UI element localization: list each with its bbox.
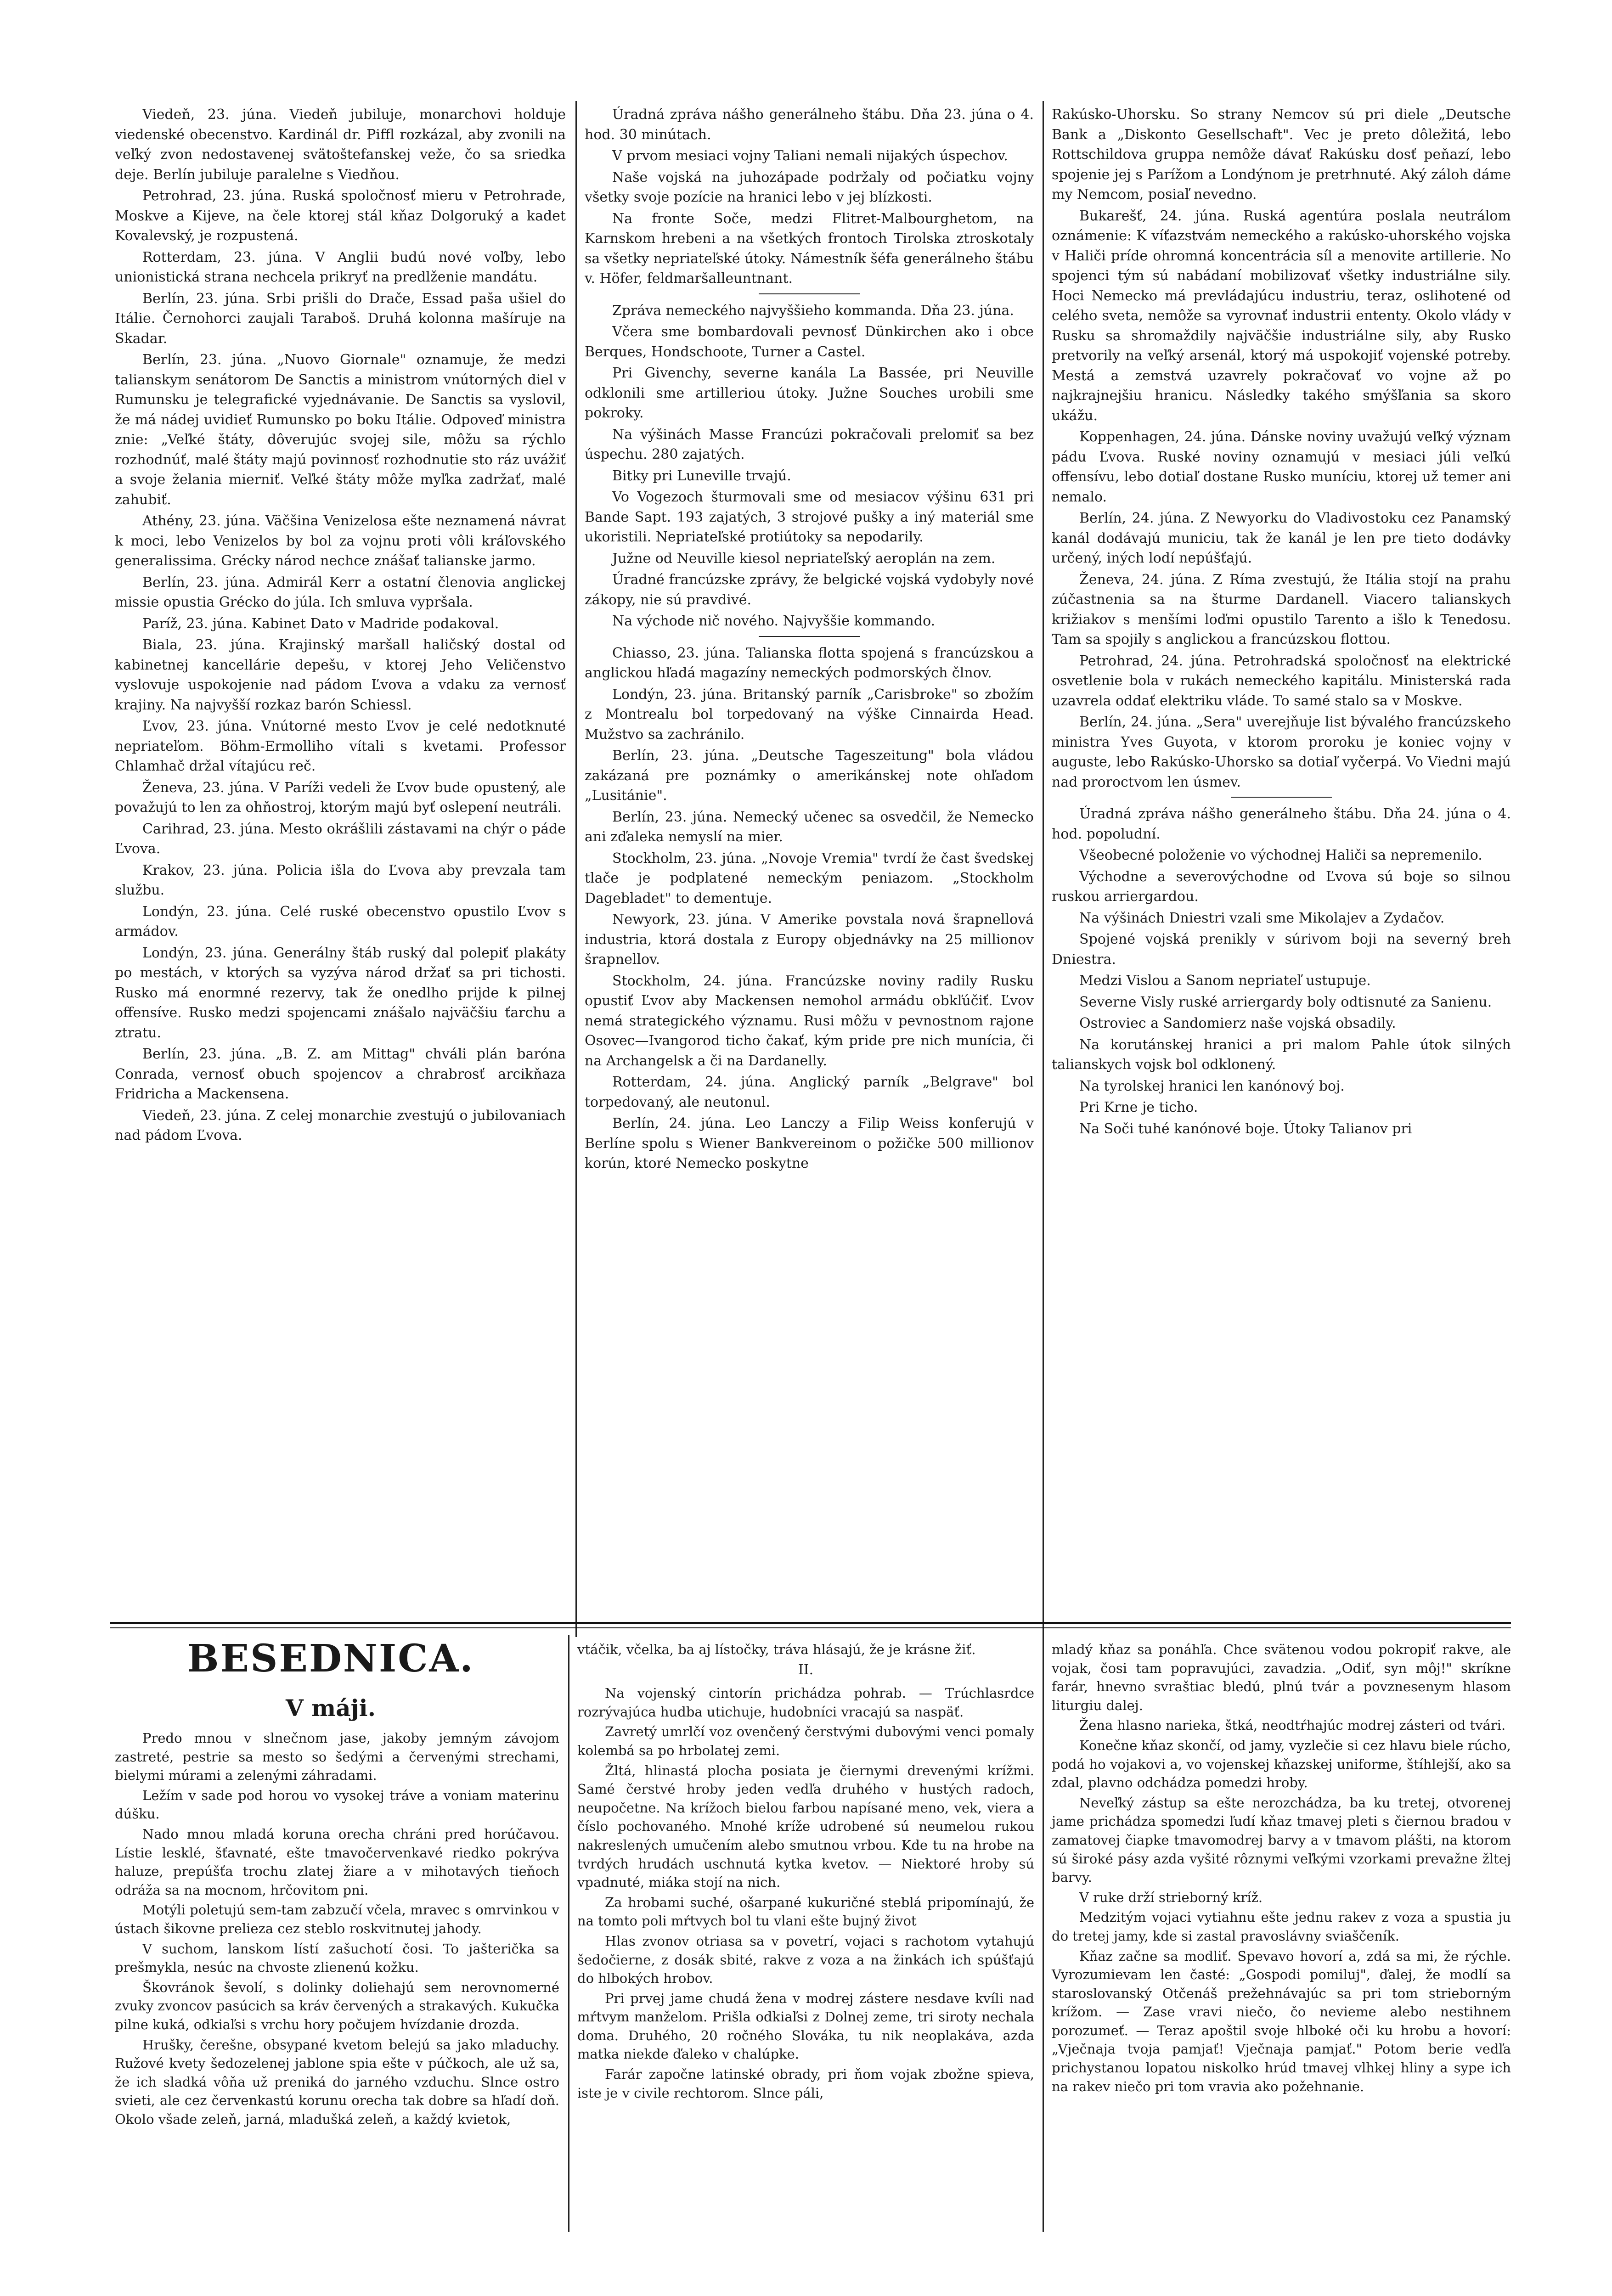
news-paragraph: Spojené vojská prenikly v súrivom boji na severný breh Dniestra.: [1052, 931, 1511, 968]
news-column-2: [585, 105, 1034, 1175]
news-paragraph: Na korutánskej hranici a pri malom Pahle útok silných talianskych vojsk bol odklonený.: [1052, 1036, 1511, 1073]
besednica-rule-1: [568, 1635, 569, 2232]
news-paragraph: Berlín, 23. júna. „Nuovo Giornale" oznamuje, že medzi talianskym senátorom De Sanctis a ministrom vnútorných diel v Rumunsku je telegrafické vyjednávanie. De Sanctis sa vyslovil, že má nádej uvidieť Rumunsko po boku Itálie. Odpoveď ministra znie: „Veľké štáty, dôverujúc svojej sile, môžu sa rýchlo rozhodnúť, malé štáty majú povinnosť rozhodnutie sto ráz uvážiť a svoje želania mierniť. Veľké štáty môže myľka zadržať, malé zahubiť.: [115, 352, 566, 508]
story-paragraph: Za hrobami suché, ošarpané kukuričné steblá pripomínajú, že na tomto poli mŕtvych bol tu vlani ešte bujný život: [577, 1894, 1034, 1929]
news-paragraph: Na výšinách Dniestri vzali sme Mikolajev a Zydačov.: [1079, 910, 1445, 926]
news-paragraph: Ženeva, 23. júna. V Paríži vedeli že Ľvov bude opustený, ale považujú to len za ohňostroj, ktorým majú byť oslepení neutráli.: [115, 779, 566, 816]
story-section-number: II.: [798, 1661, 814, 1678]
news-paragraph: Na výšinách Masse Francúzi pokračovali prelomiť sa bez úspechu. 280 zajatých.: [585, 426, 1034, 462]
story-column-2: [577, 1640, 1034, 2104]
story-paragraph: Kňaz začne sa modliť. Spevavo hovorí a, zdá sa mi, že rýchle. Vyrozumievam len časté: „Gospodi pomiluj", ďalej, že modlí sa staroslovanský Otčenáš prežehnávajúc sa pri tom strieborným krížom. — Zase vravi niečo, čo nevieme alebo nestihnem porozumeť. — Teraz apoštil svoje hlboké oči ku hrobu a hovorí: „Vječnaja tvoja pamjať! Vječnaja pamjať." Potom berie vedľa prichystanou lopatou niskolko hrúd tmavej vlhkej hliny a sype ich na rakev niečo pri tom vravia ako požehnanie.: [1052, 1948, 1511, 2094]
section-separator: [759, 293, 860, 294]
news-paragraph: Rakúsko-Uhorsku. So strany Nemcov sú pri diele „Deutsche Bank a „Diskonto Gesellschaft". Vec je preto dôležitá, lebo Rottschildova gruppa nemôže dávať Rakúsku dosť peňazí, lebo spojenie jej s Parížom a Londýnom je pretrhnuté. Aký záloh dáme my Nemcom, posiaľ nevedno.: [1052, 107, 1511, 203]
news-paragraph: Ženeva, 24. júna. Z Ríma zvestujú, že Itália stojí na prahu zúčastnenia sa na šturme Dardanell. Viacero talianskych križiakov s menšími loďmi opustilo Tarento a išlo k Tenedosu. Tam sa spojily s anglickou a francúzskou flottou.: [1052, 571, 1511, 647]
news-paragraph: Londýn, 23. júna. Generálny štáb ruský dal polepiť plakáty po mestách, v ktorých sa vyzýva národ držať sa pri tichosti. Rusko má enormné rezervy, tak že onedlho prijde k pilnej offensíve. Rusko medzi spojencami znášalo najväčšiu ťarchu a ztratu.: [115, 945, 566, 1041]
news-paragraph: Chiasso, 23. júna. Talianska flotta spojená s francúzskou a anglickou hľadá magazíny nemeckých podmorských člnov.: [585, 645, 1034, 681]
story-paragraph: Ležím v sade pod horou vo vysokej tráve a voniam materinu dúšku.: [115, 1787, 559, 1822]
news-paragraph: Londýn, 23. júna. Britanský parník „Carisbroke" so zbožím z Montrealu bol torpedovaný na výške Cinnairda Head. Mužstvo sa zachránilo.: [585, 686, 1034, 743]
news-paragraph: Na Soči tuhé kanónové boje. Útoky Talianov pri: [1079, 1120, 1412, 1137]
news-paragraph: Viedeň, 23. júna. Viedeň jubiluje, monarchovi holduje viedenské obecenstvo. Kardinál dr. Piffl rozkázal, aby zvonili na veľký zvon nedostavenej svätoštefanskej veže, čo sa sriedka deje. Berlín jubiluje paralelne s Viedňou.: [115, 107, 566, 183]
news-paragraph: Bitky pri Luneville trvajú.: [612, 467, 791, 484]
news-paragraph: Na fronte Soče, medzi Flitret-Malbourghetom, na Karnskom hrebeni a na všetkých frontoch Tirolska ztroskotaly sa všetky nepriateľské útoky. Námestník šéfa generálneho štábu v. Höfer, feldmaršalleuntnant.: [585, 210, 1034, 287]
news-paragraph: Berlín, 23. júna. Admirál Kerr a ostatní členovia anglickej missie opustia Grécko do júla. Ich smluva vypršala.: [115, 574, 566, 610]
news-paragraph: Carihrad, 23. júna. Mesto okrášlili zástavami na chýr o páde Ľvova.: [115, 821, 566, 857]
news-paragraph: Paríž, 23. júna. Kabinet Dato v Madride podakoval.: [142, 615, 499, 632]
news-paragraph: Stockholm, 23. júna. „Novoje Vremia" tvrdí že čast švedskej tlače je podplatené nemeckým peniazom. „Stockholm Dagebladet" to dementuje.: [585, 850, 1034, 906]
news-paragraph: Na východe nič nového. Najvyššie kommando.: [612, 613, 936, 629]
news-paragraph: Včera sme bombardovali pevnosť Dünkirchen ako i obce Berques, Hondschoote, Turner a Castel.: [585, 324, 1034, 360]
news-paragraph: Berlín, 24. júna. Z Newyorku do Vladivostoku cez Panamský kanál dodávajú municiu, tak že kanál je len pre tieto dodávky určený, iných lodí nepúšťajú.: [1052, 510, 1511, 566]
feuilleton-divider: [110, 1622, 1511, 1624]
news-paragraph: Pri Krne je ticho.: [1079, 1099, 1198, 1115]
story-paragraph: Neveľký zástup sa ešte nerozchádza, ba ku tretej, otvorenej jame prichádza spomedzi ľudí kňaz tmavej pleti s čiernou bradou v zamatovej čiapke tmavomodrej barvy a v tmavom plášti, na ktorom sú široké pásy azda vyšité rôznymi veľkými vzorkami prevažne žltej barvy.: [1052, 1795, 1511, 1885]
news-paragraph: Úradná zpráva nášho generálneho štábu. Dňa 24. júna o 4. hod. popoludní.: [1052, 806, 1511, 842]
news-paragraph: Úradné francúzske zprávy, že belgické vojská vydobyly nové zákopy, nie sú pravdivé.: [585, 572, 1034, 608]
story-paragraph: V suchom, lanskom lístí zašuchotí čosi. To jašterička sa prešmykla, nesúc na chvoste zlienenú kožku.: [115, 1941, 559, 1975]
news-paragraph: Východne a severovýchodne od Ľvova sú boje so silnou ruskou arriergardou.: [1052, 868, 1511, 905]
news-paragraph: Vo Vogezoch šturmovali sme od mesiacov výšinu 631 pri Bande Sapt. 193 zajatých, 3 strojové pušky a iný materiál sme ukoristili. Nepriateľské protiútoky sa nepodarily.: [585, 489, 1034, 545]
news-paragraph: Medzi Vislou a Sanom nepriateľ ustupuje.: [1079, 973, 1371, 989]
story-paragraph: Na vojenský cintorín prichádza pohrab. — Trúchlasrdce rozrývajúca hudba utichuje, hudobníci vracajú sa naspäť.: [577, 1685, 1034, 1720]
column-rule-1: [575, 101, 577, 1637]
news-paragraph: Zpráva nemeckého najvyššieho kommanda. Dňa 23. júna.: [612, 302, 1014, 319]
story-paragraph: vtáčik, včelka, ba aj lístočky, tráva hlásajú, že je krásne žiť.: [577, 1642, 976, 1657]
news-paragraph: Severne Visly ruské arriergardy boly odtisnuté za Sanienu.: [1079, 994, 1492, 1010]
story-column-3: [1052, 1640, 1511, 2097]
news-paragraph: Stockholm, 24. júna. Francúzske noviny radily Rusku opustiť Ľvov aby Mackensen nemohol armádu obkľúčiť. Ľvov nemá strategického významu. Rusi môžu v pevnostnom rajone Osovec—Ivangorod ticho čakať, kým pride pre nich munícia, či na Archangelsk a či na Dardanelly.: [585, 973, 1034, 1069]
news-paragraph: V prvom mesiaci vojny Taliani nemali nijakých úspechov.: [612, 148, 1008, 164]
news-paragraph: Berlín, 24. júna. Leo Lanczy a Filip Weiss konferujú v Berlíne spolu s Wiener Bankvereinom o požičke 500 millionov korún, ktoré Nemecko poskytne: [585, 1115, 1034, 1171]
news-paragraph: Ostroviec a Sandomierz naše vojská obsadily.: [1079, 1015, 1396, 1031]
news-paragraph: Všeobecné položenie vo východnej Haliči sa nepremenilo.: [1079, 847, 1482, 863]
story-paragraph: Motýli poletujú sem-tam zabzučí včela, mravec s omrvinkou v ústach šikovne prelieza cez steblo roskvitnutej jahody.: [115, 1902, 559, 1936]
story-paragraph: Škovránok ševolí, s dolinky doliehajú sem nerovnomerné zvuky zvoncov pasúcich sa kráv červených a strakavých. Kukučka pilne kuká, odkiaľsi s vrchu hory počujem hvízdanie drozda.: [115, 1979, 559, 2032]
news-paragraph: Ľvov, 23. júna. Vnútorné mesto Ľvov je celé nedotknuté nepriateľom. Böhm-Ermolliho vítali s kvetami. Professor Chlamhač držal vítajúcu reč.: [115, 718, 566, 774]
news-paragraph: Biala, 23. júna. Krajinský maršall haličský dostal od kabinetnej kancellárie depešu, v ktorej Jeho Veličenstvo vyslovuje uspokojenie nad pádom Ľvova a vdaku za vernosť krajiny. Na najvyšší rozkaz barón Schiessl.: [115, 637, 566, 713]
news-paragraph: Athény, 23. júna. Väčšina Venizelosa ešte neznamená návrat k moci, lebo Venizelos by bol za vojnu proti vôli kráľovského generalissima. Grécky národ nechce znášať talianske jarmo.: [115, 513, 566, 569]
news-paragraph: Krakov, 23. júna. Policia išla do Ľvova aby prevzala tam službu.: [115, 862, 566, 898]
news-paragraph: Petrohrad, 24. júna. Petrohradská spoločnosť na elektrické osvetlenie bola v rukách nemeckého kapitálu. Ministerská rada uzavrela oddať elektriku vláde. To samé stalo sa v Moskve.: [1052, 653, 1511, 709]
story-paragraph: Konečne kňaz skončí, od jamy, vyzlečie si cez hlavu biele rúcho, podá ho vojakovi a, vo vojenskej kňazskej uniforme, štíhlejší, ako sa zdal, plavno odchádza pomedzi hroby.: [1052, 1737, 1511, 1791]
story-paragraph: Predo mnou v slnečnom jase, jakoby jemným závojom zastreté, pestrie sa mesto so šedými a červenými strechami, bielymi múrami a zelenými záhradami.: [115, 1730, 559, 1784]
news-paragraph: Úradná zpráva nášho generálneho štábu. Dňa 23. júna o 4. hod. 30 minútach.: [585, 107, 1034, 143]
news-paragraph: Bukarešť, 24. júna. Ruská agentúra poslala neutrálom oznámenie: K víťazstvám nemeckého a rakúsko-uhorského vojska v Haliči príde ohromná koncentrácia síl a menovite artillerie. No spojenci tým sú nabádaní mobilizovať všetky industriálne sily. Hoci Nemecko má prevládajúcu industriu, teraz, oslihotené od celého sveta, nemôže sa vyrovnať industrii ententy. Okolo vlády v Rusku sa shromaždily najväčšie industriálne sily, aby Rusko pretvorily na veľký arsenál, ktorý má uspokojiť vojenské potreby. Mestá a zemstvá uzavrely pokračovať vo vojne až po najkrajnejšiu hranicu. Následky takého smýšľania sa skoro ukážu.: [1052, 208, 1511, 424]
story-paragraph: Nado mnou mladá koruna orecha chráni pred horúčavou. Lístie lesklé, šťavnaté, ešte tmavočervenkavé riedko pokrýva haluze, prepúšťa trochu zlatej žiare a v mihotavých tieňoch odráža sa na mocnom, hrčovitom pni.: [115, 1826, 559, 1898]
news-paragraph: Berlín, 23. júna. „B. Z. am Mittag" chváli plán baróna Conrada, vernosť obuch spojencov a chrabrosť arcikňaza Fridricha a Mackensena.: [115, 1046, 566, 1102]
column-rule-2: [1043, 101, 1044, 1637]
story-paragraph: Hlas zvonov otriasa sa v povetrí, vojaci s rachotom vytahujú šedočierne, z dosák sbité, rakve z voza a na žinkách ich spúšťajú do hlbokých hrobov.: [577, 1933, 1034, 1986]
story-paragraph: Medzitým vojaci vytiahnu ešte jednu rakev z voza a spustia ju do tretej jamy, kde si zastal pravoslávny sviaščeník.: [1052, 1909, 1511, 1944]
news-paragraph: Londýn, 23. júna. Celé ruské obecenstvo opustilo Ľvov s armádov.: [115, 903, 566, 940]
news-column-3: [1052, 105, 1511, 1140]
news-paragraph: Petrohrad, 23. júna. Ruská spoločnosť mieru v Petrohrade, Moskve a Kijeve, na čele ktorej stál kňaz Dolgoruký a kadet Kovalevský, je rozpustená.: [115, 188, 566, 244]
news-paragraph: Berlín, 23. júna. Srbi prišli do Drače, Essad paša ušiel do Itálie. Černohorci zaujali Taraboš. Druhá kolonna mašíruje na Skadar.: [115, 290, 566, 347]
section-separator: [1231, 797, 1332, 798]
story-paragraph: Farár započne latinské obrady, pri ňom vojak zbožne spieva, iste je v civile rechtorom. Slnce páli,: [577, 2066, 1034, 2101]
story-paragraph: Pri prvej jame chudá žena v modrej zástere nesdave kvíli nad mŕtvym manželom. Prišla odkiaľsi z Dolnej zeme, tri siroty nechala doma. Druhého, 20 ročného Slováka, tu nik neoplakáva, azda matka niekde ďaleko v chalúpke.: [577, 1990, 1034, 2062]
story-paragraph: Žena hlasno narieka, štká, neodtŕhajúc modrej zásteri od tvári.: [1079, 1717, 1506, 1733]
news-paragraph: Južne od Neuville kiesol nepriateľský aeroplán na zem.: [612, 550, 996, 567]
story-title: V máji.: [286, 1694, 376, 1722]
story-paragraph: mladý kňaz sa ponáhľa. Chce svätenou vodou pokropiť rakve, ale vojak, čosi tam popravujúci, zavadzia. „Odiť, syn môj!" skríkne farár, hnevno svraštiac bledú, plnú tvár a povznesenym hlasom liturgiu dalej.: [1052, 1642, 1511, 1713]
news-paragraph: Berlín, 23. júna. „Deutsche Tageszeitung" bola vládou zakázaná pre poznámky o amerikánskej note ohľadom „Lusitánie".: [585, 748, 1034, 804]
news-paragraph: Rotterdam, 24. júna. Anglický parník „Belgrave" bol torpedovaný, ale neutonul.: [585, 1074, 1034, 1110]
story-paragraph: Žltá, hlinastá plocha posiata je čiernymi drevenými krížmi. Samé čerstvé hroby jeden vedľa druhého v hustých radoch, neupočetne. Na krížoch bielou farbou napísané meno, vek, viera a číslo pochovaného. Mnohé kríže udrobené sú neumelou rukou nakreslených umučením alebo smutnou vrbou. Kde tu na hrobe na tvrdých hrudách uschnutá kytka kvetov. — Niektoré hroby sú vpadnuté, miáka stojí na nich.: [577, 1762, 1034, 1891]
news-paragraph: Rotterdam, 23. júna. V Anglii budú nové voľby, lebo unionistická strana nechcela prikryť na predlženie mandátu.: [115, 249, 566, 285]
story-column-1: [115, 1729, 559, 2130]
news-paragraph: Berlín, 23. júna. Nemecký učenec sa osvedčil, že Nemecko ani zďaleka nemyslí na mier.: [585, 809, 1034, 845]
news-paragraph: Koppenhagen, 24. júna. Dánske noviny uvažujú veľký význam pádu Ľvova. Ruské noviny oznamujú v mesiaci júli veľkú offensívu, lebo dotiaľ dostane Rusko muníciu, ktorej už temer ani nemalo.: [1052, 429, 1511, 505]
news-paragraph: Newyork, 23. júna. V Amerike povstala nová šrapnellová industria, ktorá dostala z Europy objednávky na 25 millionov šrapnellov.: [585, 912, 1034, 968]
feuilleton-heading: BESEDNICA.: [187, 1637, 474, 1681]
news-paragraph: Berlín, 24. júna. „Sera" uverejňuje list bývalého francúzskeho ministra Yves Guyota, v ktorom proroku je koniec vojny v auguste, lebo Rakúsko-Uhorsko sa dotiaľ vyčerpá. Vo Viedni majú nad proroctvom len úsmev.: [1052, 714, 1511, 790]
news-paragraph: Naše vojská na juhozápade podržaly od počiatku vojny všetky svoje pozície na hranici lebo v jej blízkosti.: [585, 169, 1034, 205]
news-paragraph: Na tyrolskej hranici len kanónový boj.: [1079, 1078, 1345, 1094]
news-paragraph: Pri Givenchy, severne kanála La Bassée, pri Neuville odklonili sme artilleriou útoky. Južne Souches urobili sme pokroky.: [585, 365, 1034, 421]
story-paragraph: Zavretý umrlčí voz ovenčený čerstvými dubovými venci pomaly kolembá sa po hrbolatej zemi.: [577, 1724, 1034, 1758]
story-paragraph: Hrušky, čerešne, obsypané kvetom belejú sa jako mladuchy. Ružové kvety šedozelenej jablone spia ešte v púčkoch, ale už sa, že ich sladká vôňa už preniká do jarného vzduchu. Slnce ostro svieti, ale cez červenkastú korunu orecha tak dobre sa hľadí doň. Okolo všade zeleň, jarná, mladušká zeleň, a každý kvietok,: [115, 2037, 559, 2127]
story-paragraph: V ruke drží strieborný kríž.: [1079, 1889, 1263, 1905]
news-column-1: [115, 105, 566, 1147]
news-paragraph: Viedeň, 23. júna. Z celej monarchie zvestujú o jubilovaniach nad pádom Ľvova.: [115, 1107, 566, 1143]
besednica-rule-2: [1043, 1635, 1044, 2232]
section-separator: [759, 636, 860, 637]
feuilleton-divider-thin: [110, 1627, 1511, 1628]
